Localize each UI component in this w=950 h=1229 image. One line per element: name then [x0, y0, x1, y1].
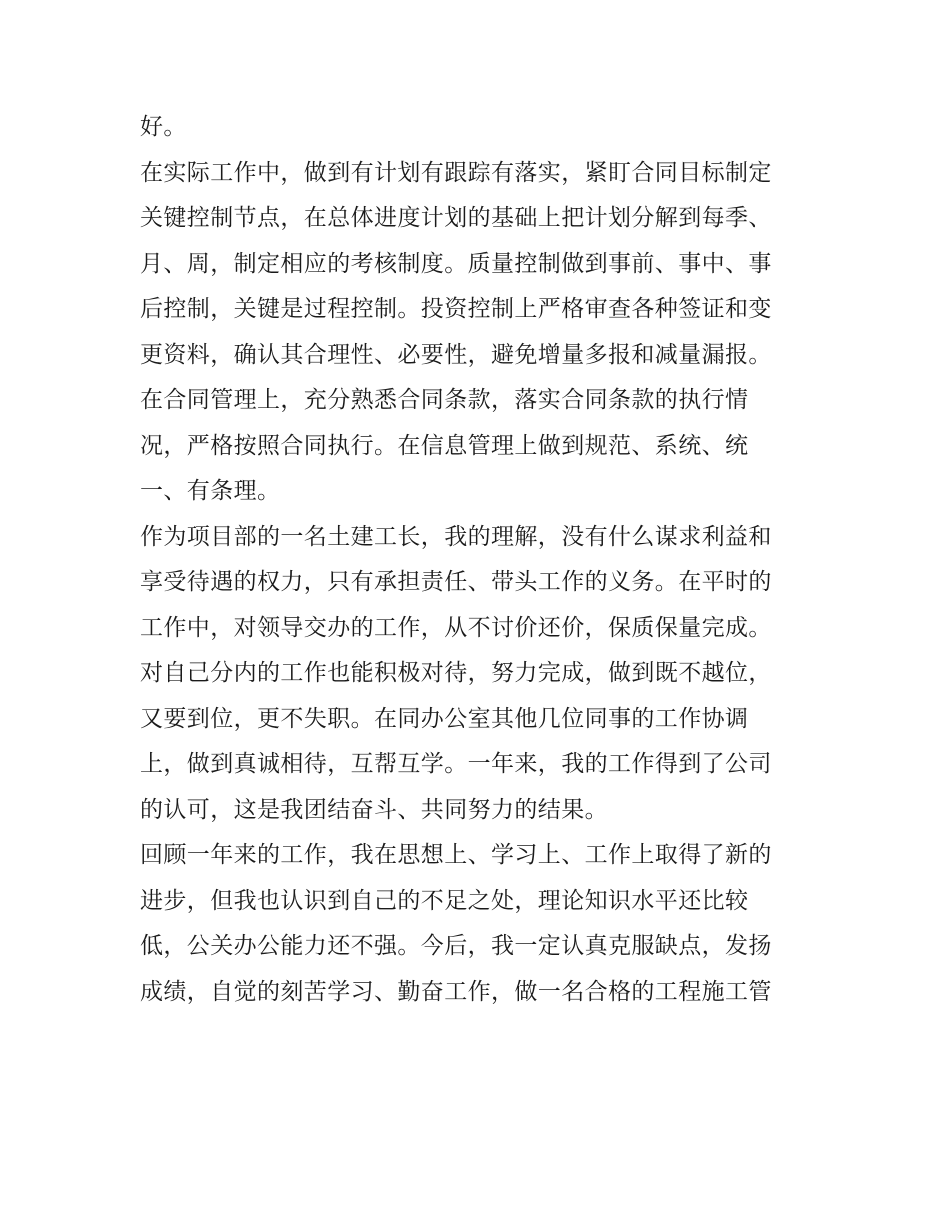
- text-line: 进步，但我也认识到自己的不足之处，理论知识水平还比较: [140, 887, 749, 914]
- text-line: 一、有条理。: [140, 478, 281, 504]
- text-line: 月、周，制定相应的考核制度。质量控制做到事前、事中、事: [140, 250, 772, 277]
- body-text: [140, 105, 820, 1015]
- text-line: 关键控制节点，在总体进度计划的基础上把计划分解到每季、: [140, 205, 772, 231]
- text-line: 在实际工作中，做到有计划有跟踪有落实，紧盯合同目标制定: [140, 159, 772, 186]
- text-line: 况，严格按照合同执行。在信息管理上做到规范、系统、统: [140, 432, 749, 459]
- text-line: 工作中，对领导交办的工作，从不讨价还价，保质保量完成。: [140, 614, 772, 641]
- text-line: 回顾一年来的工作，我在思想上、学习上、工作上取得了新的: [140, 842, 772, 868]
- text-line: 对自己分内的工作也能积极对待，努力完成，做到既不越位，: [140, 660, 772, 686]
- text-line: 享受待遇的权力，只有承担责任、带头工作的义务。在平时的: [140, 569, 772, 595]
- text-line: 好。: [140, 114, 187, 140]
- text-line: 成绩，自觉的刻苦学习、勤奋工作，做一名合格的工程施工管: [140, 978, 772, 1005]
- text-line: 后控制，关键是过程控制。投资控制上严格审查各种签证和变: [140, 296, 772, 322]
- text-line: 作为项目部的一名土建工长，我的理解，没有什么谋求利益和: [140, 523, 772, 550]
- text-line: 低，公关办公能力还不强。今后，我一定认真克服缺点，发扬: [140, 933, 772, 959]
- text-line: 的认可，这是我团结奋斗、共同努力的结果。: [140, 796, 608, 823]
- text-line: 上，做到真诚相待，互帮互学。一年来，我的工作得到了公司: [140, 751, 772, 777]
- text-line: 在合同管理上，充分熟悉合同条款，落实合同条款的执行情: [140, 387, 749, 413]
- text-line: 更资料，确认其合理性、必要性，避免增量多报和减量漏报。: [140, 341, 772, 368]
- text-line: 又要到位，更不失职。在同办公室其他几位同事的工作协调: [140, 705, 749, 732]
